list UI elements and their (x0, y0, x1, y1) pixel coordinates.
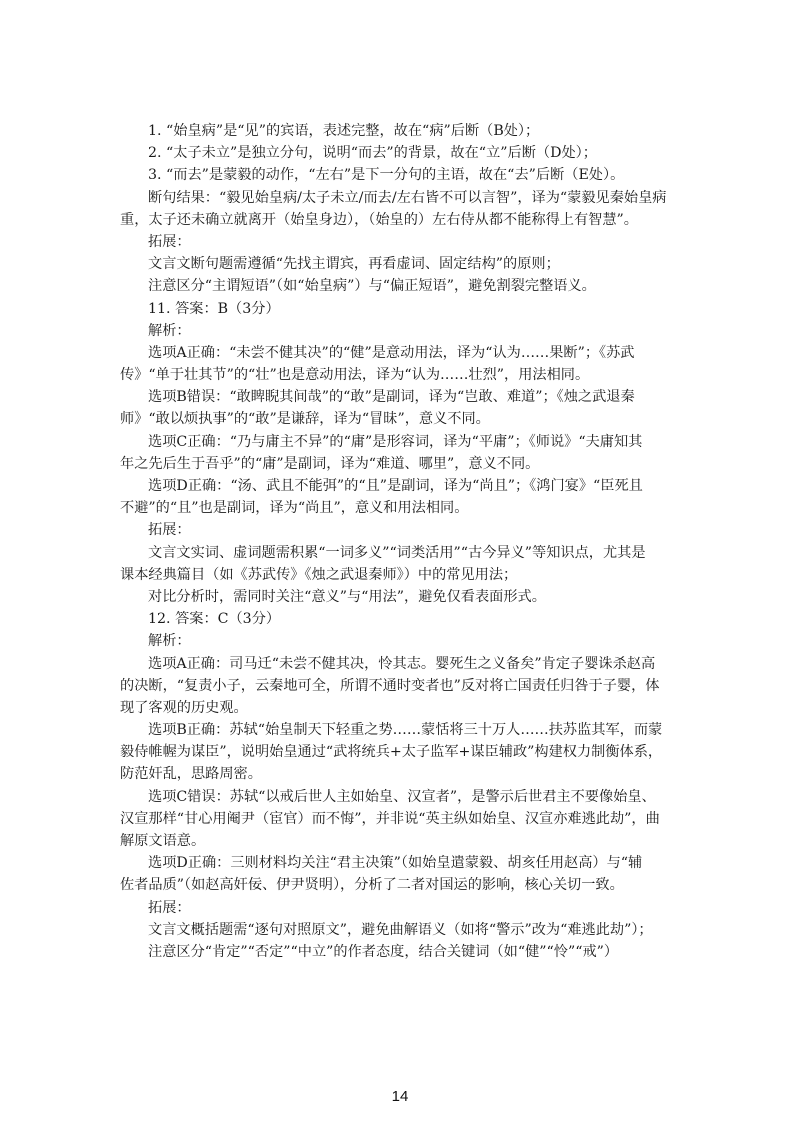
text-line: 选项A正确：“未尝不健其决”的“健”是意动用法，译为“认为……果断”；《苏武 (148, 344, 635, 361)
text-line: 防范奸乱，思路周密。 (120, 766, 262, 783)
text-line: 传》“单于壮其节”的“壮”也是意动用法，译为“认为……壮烈”，用法相同。 (120, 367, 590, 384)
text-line: 课本经典篇目（如《苏武传》《烛之武退秦师》）中的常见用法； (120, 566, 518, 583)
text-line: 11. 答案：B（3分） (148, 300, 280, 317)
document-body (120, 120, 680, 963)
text-line: 对比分析时，需同时关注“意义”与“用法”，避免仅看表面形式。 (148, 588, 546, 605)
text-line: 文言文断句题需遵循“先找主谓宾，再看虚词、固定结构”的原则； (148, 256, 560, 273)
text-line: 解析： (148, 322, 191, 339)
text-line: 不避”的“且”也是副词，译为“尚且”，意义和用法相同。 (120, 500, 469, 517)
text-line: 师》“敢以烦执事”的“敢”是谦辞，译为“冒昧”，意义不同。 (120, 411, 490, 428)
text-line: 拓展： (148, 522, 191, 539)
text-line: 选项C错误：苏轼“以戒后世人主如始皇、汉宣者”，是警示后世君主不要像始皇、 (148, 788, 656, 805)
text-line: 选项B错误：“敢睥睨其间哉”的“敢”是副词，译为“岂敢、难道”；《烛之武退秦 (148, 389, 635, 406)
text-line: 拓展： (148, 233, 191, 250)
text-line: 文言文实词、虚词题需积累“一词多义”“词类活用”“古今异义”等知识点，尤其是 (148, 544, 646, 561)
text-line: 2. “太子未立”是独立分句，说明“而去”的背景，故在“立”后断（D处）； (148, 145, 597, 162)
text-line: 佐者品质”（如赵高奸佞、伊尹贤明），分析了二者对国运的影响，核心关切一致。 (120, 877, 624, 894)
text-line: 注意区分“肯定”“否定”“中立”的作者态度，结合关键词（如“健”“怜”“戒”） (148, 943, 619, 960)
text-line: 选项C正确：“乃与庸主不异”的“庸”是形容词，译为“平庸”；《师说》“夫庸知其 (148, 433, 643, 450)
text-line: 重，太子还未确立就离开（始皇身边），（始皇的）左右侍从都不能称得上有智慧”。 (120, 211, 638, 228)
text-line: 断句结果：“毅见始皇病/太子未立/而去/左右皆不可以言智”，译为“蒙毅见秦始皇病 (148, 189, 667, 206)
text-line: 解原文语意。 (120, 833, 206, 849)
text-line: 年之先后生于吾乎”的“庸”是副词，译为“难道、哪里”，意义不同。 (120, 455, 540, 472)
text-line: 现了客观的历史观。 (120, 699, 248, 716)
text-line: 拓展： (148, 899, 191, 916)
text-line: 文言文概括题需“逐句对照原文”，避免曲解语义（如将“警示”改为“难逃此劫”）； (148, 921, 653, 938)
text-line: 选项D正确：“汤、武且不能弭”的“且”是副词，译为“尚且”；《鸿门宴》“臣死且 (148, 478, 643, 494)
text-line: 毅侍帷幄为谋臣”，说明始皇通过“武将统兵+太子监军+谋臣辅政”构建权力制衡体系， (120, 744, 663, 761)
text-line: 注意区分“主谓短语”（如“始皇病”）与“偏正短语”，避免割裂完整语义。 (148, 278, 596, 295)
text-line: 解析： (148, 633, 191, 650)
page-number: 14 (391, 1088, 409, 1105)
text-line: 3. “而去”是蒙毅的动作，“左右”是下一分句的主语，故在“去”后断（E处）。 (148, 167, 625, 184)
text-line: 1. “始皇病”是“见”的宾语，表述完整，故在“病”后断（B处）； (148, 123, 540, 139)
text-line: 的决断，“复责小子，云秦地可全，所谓不通时变者也”反对将亡国责任归咎于子婴，体 (120, 677, 660, 694)
text-line: 选项D正确：三则材料均关注“君主决策”（如始皇遣蒙毅、胡亥任用赵高）与“辅 (148, 855, 643, 872)
text-line: 汉宣那样“甘心用阉尹（宦官）而不悔”，并非说“英主纵如始皇、汉宣亦难逃此劫”，曲 (120, 810, 660, 827)
text-line: 选项B正确：苏轼“始皇制天下轻重之势……蒙恬将三十万人……扶苏监其军，而蒙 (148, 722, 663, 739)
text-line: 选项A正确：司马迁“未尝不健其决，怜其志。婴死生之义备矣”肯定子婴诛杀赵高 (148, 655, 656, 672)
text-line: 12. 答案：C（3分） (148, 611, 281, 628)
